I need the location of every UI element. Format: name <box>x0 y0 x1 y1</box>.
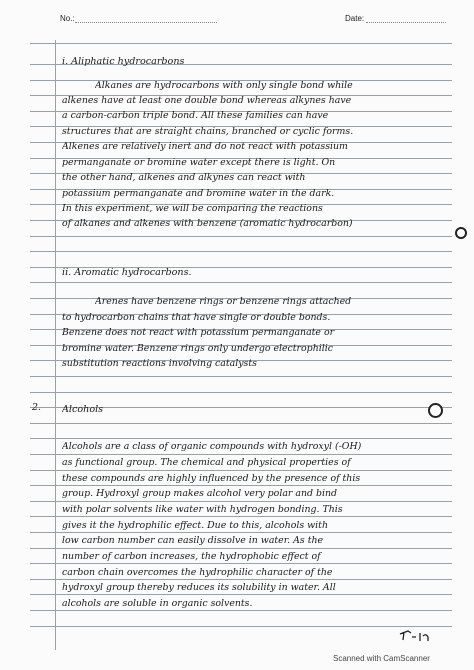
section-2-line-3: these compounds are highly influenced by the presence of this <box>62 473 361 484</box>
ruled-line <box>30 501 452 502</box>
ruled-line <box>30 579 452 580</box>
scanner-watermark: Scanned with CamScanner <box>333 654 430 663</box>
section-ii-line-3: Benzene does not react with potassium permanganate or <box>62 327 335 338</box>
section-i-heading: i. Aliphatic hydrocarbons <box>62 56 185 67</box>
section-i-line-10: of alkanes and alkenes with benzene (aromatic hydrocarbon) <box>62 218 353 229</box>
ruled-line <box>30 43 452 44</box>
date-label: Date: <box>345 14 365 23</box>
binder-hole-icon <box>428 403 443 418</box>
ruled-line <box>30 236 452 237</box>
section-i-line-8: potassium permanganate and bromine water in the dark. <box>62 188 335 199</box>
no-label: No.: <box>60 14 75 23</box>
ruled-line <box>30 251 452 252</box>
section-2-line-2: as functional group. The chemical and physical properties of <box>62 457 351 468</box>
section-ii-line-2: to hydrocarbon chains that have single or double bonds. <box>62 312 331 323</box>
ruled-line <box>30 423 452 424</box>
section-i-line-7: the other hand, alkenes and alkynes can react with <box>62 172 306 183</box>
ruled-line <box>30 438 452 439</box>
section-i-line-5: Alkenes are relatively inert and do not react with potassium <box>62 141 348 152</box>
section-ii-line-5: substitution reactions involving catalysts <box>62 358 257 369</box>
section-i-line-1: Alkanes are hydrocarbons with only single bond while <box>95 80 353 91</box>
ruled-line <box>30 610 452 611</box>
section-2-line-8: number of carbon increases, the hydrophobic effect of <box>62 551 321 562</box>
section-ii-heading: ii. Aromatic hydrocarbons. <box>62 267 192 278</box>
section-2-line-6: gives it the hydrophilic effect. Due to this, alcohols with <box>62 520 328 531</box>
section-2-line-5: with polar solvents like water with hydrogen bonding. This <box>62 504 343 515</box>
ruled-line <box>30 392 452 393</box>
ruled-line <box>30 376 452 377</box>
ruled-line <box>30 485 452 486</box>
ruled-line <box>30 282 452 283</box>
section-i-line-9: In this experiment, we will be comparing the reactions <box>62 203 323 214</box>
ruled-line <box>30 594 452 595</box>
ruled-line <box>30 454 452 455</box>
signature-scribble-icon <box>398 628 432 644</box>
section-2-number: 2. <box>32 402 41 413</box>
section-ii-line-1: Arenes have benzene rings or benzene rings attached <box>95 296 352 307</box>
section-ii-line-4: bromine water. Benzene rings only undergo electrophilic <box>62 343 333 354</box>
section-i-line-6: permanganate or bromine water except there is light. On <box>62 157 336 168</box>
section-2-line-9: carbon chain overcomes the hydrophilic character of the <box>62 567 333 578</box>
ruled-line <box>30 563 452 564</box>
section-2-line-7: low carbon number can easily dissolve in water. As the <box>62 535 324 546</box>
ruled-line <box>30 532 452 533</box>
ruled-line <box>30 470 452 471</box>
section-2-line-11: alcohols are soluble in organic solvents. <box>62 598 253 609</box>
section-2-line-10: hydroxyl group thereby reduces its solubility in water. All <box>62 582 336 593</box>
ruled-line <box>30 548 452 549</box>
section-2-heading: Alcohols <box>62 404 104 415</box>
section-i-line-2: alkenes have at least one double bond whereas alkynes have <box>62 95 352 106</box>
section-2-line-1: Alcohols are a class of organic compounds with hydroxyl (-OH) <box>62 441 362 452</box>
binder-hole-icon <box>455 227 467 239</box>
ruled-line <box>30 516 452 517</box>
section-2-line-4: group. Hydroxyl group makes alcohol very polar and bind <box>62 488 338 499</box>
section-i-line-4: structures that are straight chains, branched or cyclic forms. <box>62 126 354 137</box>
section-i-line-3: a carbon-carbon triple bond. All these families can have <box>62 110 329 121</box>
ruled-line <box>30 626 452 627</box>
